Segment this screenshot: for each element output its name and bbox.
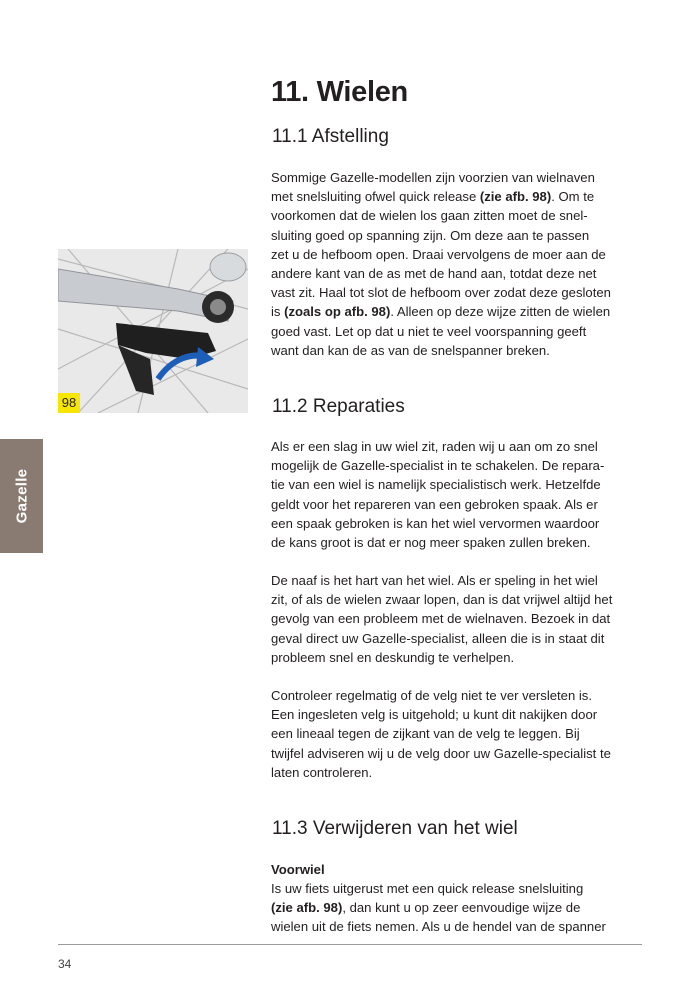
text-line: Controleer regelmatig of de velg niet te ver versleten is. (271, 688, 592, 703)
text-line: Een ingesleten velg is uitgehold; u kunt dit nakijken door (271, 707, 598, 723)
section-heading-afstelling: 11.1 Afstelling (272, 126, 389, 147)
paragraph-reparaties-3 (271, 686, 643, 782)
quick-release-illustration (58, 249, 248, 413)
text-line: vast zit. Haal tot slot de hefboom over zodat deze gesloten (271, 285, 611, 301)
text-line: (zie afb. 98), dan kunt u op zeer eenvoudige wijze de (271, 900, 581, 916)
text-line: want dan kan de as van de snelspanner breken. (271, 342, 550, 358)
text-line: gevolg van een probleem met de wielnaven. Bezoek in dat (271, 611, 611, 627)
text-line: geval direct uw Gazelle-specialist, alleen die is in staat dit (271, 630, 605, 646)
figure-label: 98 (58, 393, 80, 413)
text-line: probleem snel en deskundig te verhelpen. (271, 649, 515, 665)
text-line: zet u de hefboom open. Draai vervolgens de moer aan de (271, 246, 606, 262)
text-line: zit, of als de wielen zwaar lopen, dan is dat vrijwel altijd het (271, 592, 613, 608)
figure-quick-release-photo (58, 249, 248, 413)
text-line: een spaak gebroken is kan het wiel vervormen waardoor (271, 515, 600, 531)
section-heading-reparaties: 11.2 Reparaties (272, 396, 405, 417)
paragraph-verwijderen (271, 879, 643, 937)
paragraph-reparaties-2 (271, 571, 643, 667)
text-line: mogelijk de Gazelle-specialist in te schakelen. De repara- (271, 458, 605, 474)
footer-rule (58, 944, 642, 945)
text-line: is (zoals op afb. 98). Alleen op deze wijze zitten de wielen (271, 304, 611, 320)
subheading-voorwiel: Voorwiel (271, 862, 325, 877)
text-line: goed vast. Let op dat u niet te veel voorspanning geeft (271, 323, 587, 339)
text-line: Sommige Gazelle-modellen zijn voorzien van wielnaven (271, 170, 595, 185)
text-line: De naaf is het hart van het wiel. Als er speling in het wiel (271, 573, 598, 588)
text-line: Als er een slag in uw wiel zit, raden wij u aan om zo snel (271, 439, 598, 454)
text-line: Is uw fiets uitgerust met een quick release snelsluiting (271, 881, 584, 896)
page-number: 34 (58, 957, 72, 971)
text-line: de kans groot is dat er nog meer spaken zullen breken. (271, 535, 591, 551)
text-line: sluiting goed op spanning zijn. Om deze aan te passen (271, 227, 590, 243)
text-line: andere kant van de as met de hand aan, totdat deze net (271, 266, 597, 282)
text-line: wielen uit de fiets nemen. Als u de hendel van de spanner (271, 919, 606, 935)
paragraph-reparaties-1 (271, 437, 643, 552)
text-line: twijfel adviseren wij u de velg door uw Gazelle-specialist te (271, 745, 611, 761)
chapter-title: 11. Wielen (271, 76, 408, 108)
text-line: een lineaal tegen de zijkant van de velg te leggen. Bij (271, 726, 580, 742)
text-line: laten controleren. (271, 764, 373, 780)
side-tab-label: Gazelle (13, 468, 30, 524)
paragraph-afstelling (271, 168, 643, 360)
text-line: tie van een wiel is namelijk specialistisch werk. Hetzelfde (271, 477, 601, 493)
side-tab (0, 439, 43, 553)
text-line: voorkomen dat de wielen los gaan zitten moet de snel- (271, 208, 588, 224)
text-line: geldt voor het repareren van een gebroken spaak. Als er (271, 496, 598, 512)
text-line: met snelsluiting ofwel quick release (zie afb. 98). Om te (271, 189, 595, 205)
section-heading-verwijderen: 11.3 Verwijderen van het wiel (272, 818, 518, 839)
